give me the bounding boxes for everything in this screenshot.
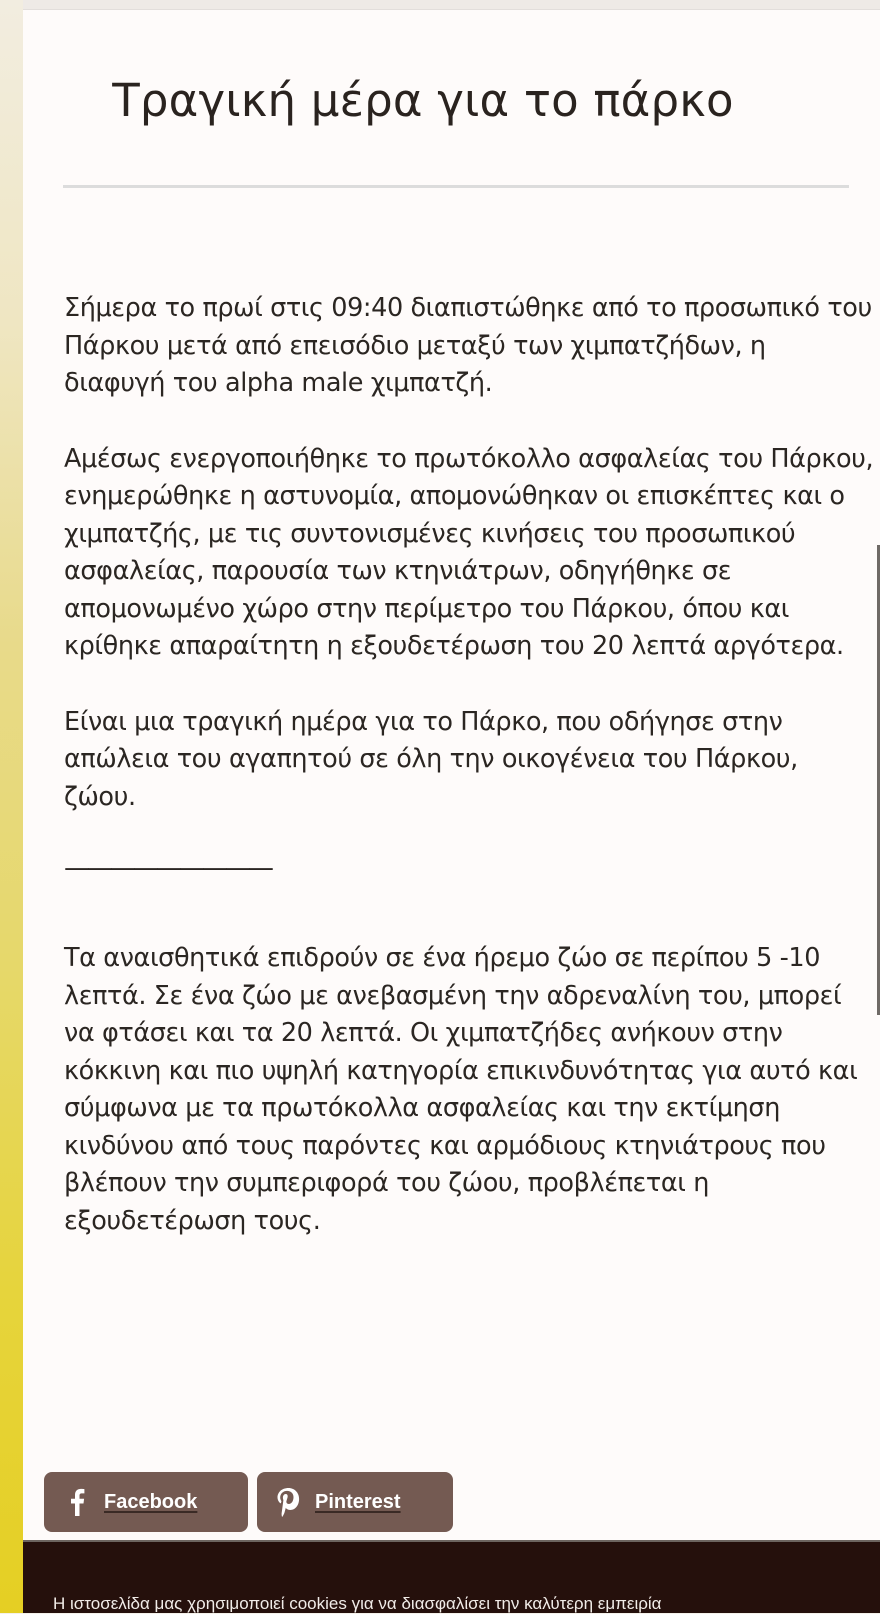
pinterest-label: Pinterest [315,1490,401,1513]
cookie-notice-text: Η ιστοσελίδα μας χρησιμοποιεί cookies για να διασφαλίσει την καλύτερη εμπειρία [53,1594,662,1613]
article-card [23,10,880,1540]
title-divider [63,185,849,188]
facebook-share-button[interactable] [44,1472,248,1532]
cookie-consent-bar [23,1540,880,1613]
pinterest-icon [275,1487,301,1517]
facebook-icon [64,1487,90,1517]
article-paragraph: Σήμερα το πρωί στις 09:40 διαπιστώθηκε από το προσωπικό του Πάρκου μετά από επεισόδιο μεταξύ των χιμπατζήδων, η διαφυγή του alpha male χιμπατζή. [64,293,872,398]
article-paragraph: Αμέσως ενεργοποιήθηκε το πρωτόκολλο ασφαλείας του Πάρκου, ενημερώθηκε η αστυνομία, απομονώθηκαν οι επισκέπτες και ο χιμπατζής, με τις συντονισμένες κινήσεις του προσωπικού ασφαλείας, παρουσία των κτηνιάτρων, οδηγήθηκε σε απομονωμένο χώρο στην περίμετρο του Πάρκου, όπου και κρίθηκε απαραίτητη η εξουδετέρωση του 20 λεπτά αργότερα. [64,443,874,661]
page-title: Τραγική μέρα για το πάρκο [112,74,734,127]
article-body [64,290,874,1278]
article-paragraph: Τα αναισθητικά επιδρούν σε ένα ήρεμο ζώο σε περίπου 5 -10 λεπτά. Σε ένα ζώο με ανεβασμένη την αδρεναλίνη του, μπορεί να φτάσει και τα 20 λεπτά. Οι χιμπατζήδες ανήκουν στην κόκκινη και πιο υψηλή κατηγορία επικινδυνότητας για αυτό και σύμφωνα με τα πρωτόκολλα ασφαλείας και την εκτίμηση κινδύνου από τους παρόντες και αρμόδιους κτηνιάτρους που βλέπουν την συμπεριφορά του ζώου, προβλέπεται η εξουδετέρωση τους. [64,943,858,1236]
left-decorative-strip [0,0,23,1613]
section-separator: ————————— [64,853,271,883]
facebook-label: Facebook [104,1490,198,1513]
top-band [23,0,880,10]
share-buttons [44,1472,453,1532]
pinterest-share-button[interactable] [257,1472,453,1532]
article-paragraph: Είναι μια τραγική ημέρα για το Πάρκο, που οδήγησε στην απώλεια του αγαπητού σε όλη την οικογένεια του Πάρκου, ζώου. [64,706,798,812]
